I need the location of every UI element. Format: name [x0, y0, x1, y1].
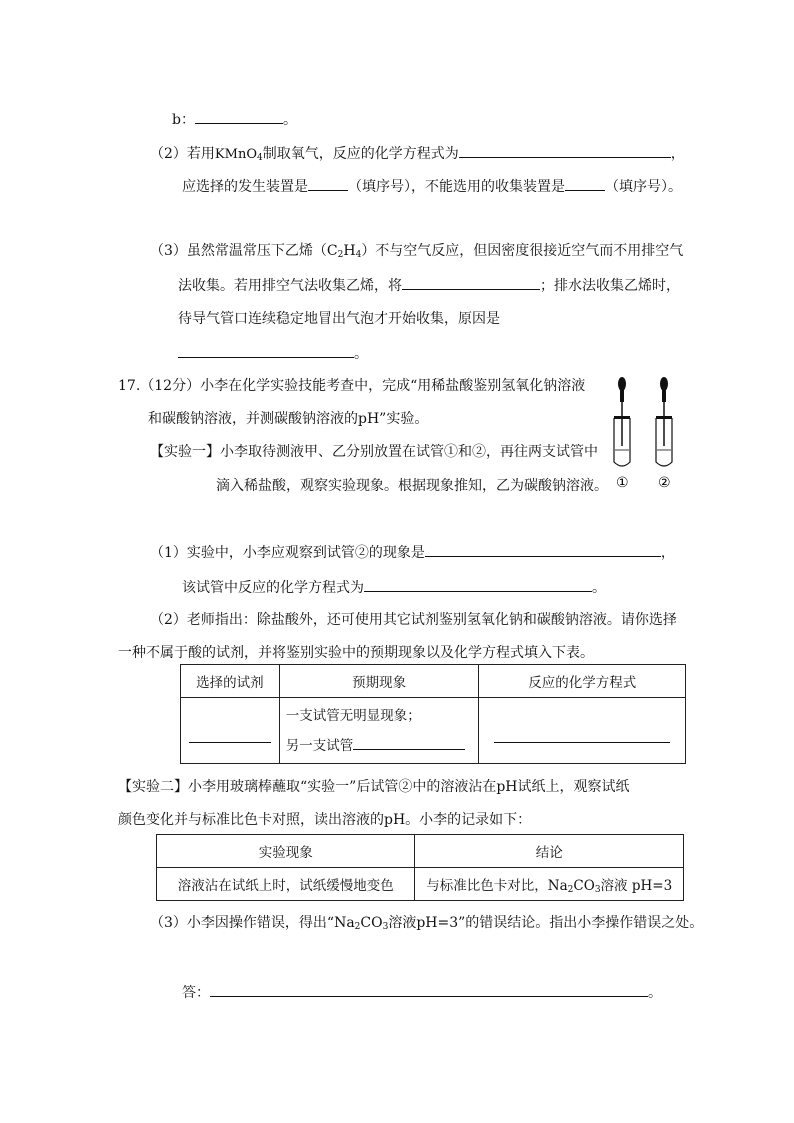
table-equation-blank[interactable] [494, 728, 670, 743]
tube-1-label: ① [616, 475, 629, 491]
q2-line2: 应选择的发生装置是 （填序号），不能选用的收集装置是 （填序号）。 [182, 176, 682, 197]
q3-air-method-blank[interactable] [402, 275, 540, 290]
experiment2-line1: 【实验二】小李用玻璃棒蘸取“实验一”后试管②中的溶液沾在pH试纸上，观察试纸 [118, 779, 630, 795]
test-tube-1 [614, 377, 630, 466]
equation-cell [479, 698, 686, 764]
part-b-label: b： [172, 112, 195, 128]
part-b-blank[interactable] [195, 109, 283, 124]
answer-line: 答： 。 [182, 982, 662, 1003]
sub1-line1: （1）实验中，小李应观察到试管②的现象是 ， [150, 542, 675, 563]
answer-label: 答： [182, 985, 210, 1001]
part-b-line: b： 。 [172, 109, 297, 130]
equation-header: 反应的化学方程式 [479, 665, 686, 698]
sub1-line2: 该试管中反应的化学方程式为 。 [182, 577, 606, 598]
answer-blank[interactable] [210, 982, 648, 997]
sub1-equation-blank[interactable] [364, 577, 592, 592]
q3-line1: （3）虽然常温常压下乙烯$(C_2H_4)$不与空气反应，但因密度很接近空气而不用排空气 [150, 243, 684, 260]
experiment1-line1: 【实验一】小李取待测液甲、乙分别放置在试管①和②，再往两支试管中 [150, 444, 598, 460]
q2-line1: （2）若用KMnO$_4$制取氧气，反应的化学方程式为 ， [150, 143, 685, 168]
tube-2-label: ② [658, 475, 671, 491]
q2-collector-blank[interactable] [565, 176, 605, 191]
q3-line2: 法收集。若用排空气法收集乙烯，将 ；排水法收集乙烯时， [178, 275, 680, 296]
conclusion-cell: 与标准比色卡对比，$Na_2CO_3$溶液 pH=3 [415, 868, 684, 901]
reagent-cell [181, 698, 280, 764]
q2-generator-blank[interactable] [308, 176, 348, 191]
experiment2-line2: 颜色变化并与标准比色卡对照，读出溶液的pH。小李的记录如下： [118, 812, 532, 828]
sub2-line2: 一种不属于酸的试剂，并将鉴别实验中的预期现象以及化学方程式填入下表。 [118, 645, 594, 661]
reagent-table [180, 664, 686, 764]
q17-line2: 和碳酸钠溶液，并测碳酸钠溶液的pH”实验。 [148, 411, 429, 427]
test-tube-2 [656, 377, 672, 466]
reagent-header: 选择的试剂 [181, 665, 280, 698]
test-tubes-illustration [604, 374, 684, 494]
other-tube-blank[interactable] [353, 735, 465, 750]
q3-line3: 待导气管口连续稳定地冒出气泡才开始收集，原因是 [178, 311, 500, 327]
conclusion-header: 结论 [415, 835, 684, 868]
observation-header: 实验现象 [157, 835, 415, 868]
q3-reason-blank[interactable] [178, 343, 354, 358]
q2-equation-blank[interactable] [459, 143, 671, 158]
q3-line4: 。 [178, 343, 368, 364]
sub1-phenomenon-blank[interactable] [425, 542, 661, 557]
record-table [156, 834, 684, 901]
phenomenon-cell: 一支试管无明显现象； 另一支试管 [279, 698, 479, 764]
q17-line1: 17.（12分）小李在化学实验技能考查中，完成“用稀盐酸鉴别氢氧化钠溶液 [118, 378, 586, 394]
observation-cell: 溶液沾在试纸上时，试纸缓慢地变色 [157, 868, 415, 901]
experiment1-line2: 滴入稀盐酸，观察实验现象。根据现象推知，乙为碳酸钠溶液。 [216, 478, 608, 494]
phenomenon-header: 预期现象 [279, 665, 479, 698]
reagent-blank[interactable] [189, 728, 271, 743]
sub3-line: （3）小李因操作错误，得出“$Na_2CO_3$溶液pH=3”的错误结论。指出小李操作错误之处。 [150, 915, 704, 932]
sub2-line1: （2）老师指出：除盐酸外，还可使用其它试剂鉴别氢氧化钠和碳酸钠溶液。请你选择 [150, 612, 677, 628]
